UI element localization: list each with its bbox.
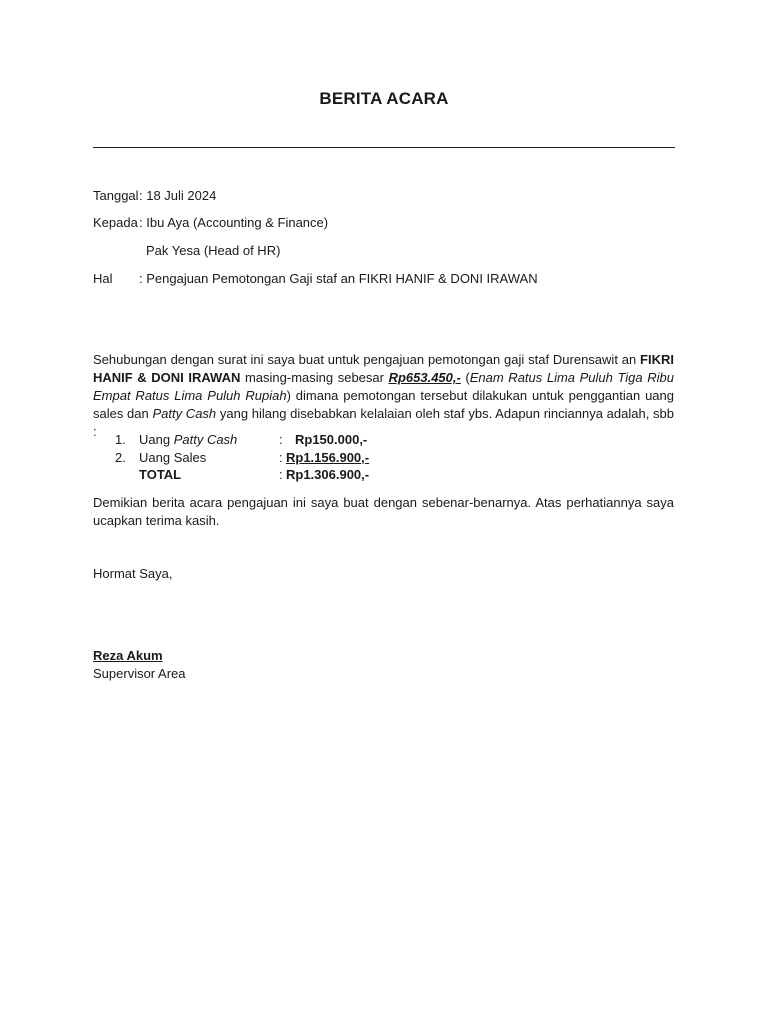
recipient-label: Kepada [93, 215, 138, 230]
para1-text-5: yang hilang disebabkan kelalaian oleh staf ybs. Adapun rinciannya adalah, sbb : [93, 406, 674, 439]
item-colon: : [279, 432, 283, 447]
subject-row [93, 270, 675, 288]
deduction-amount: Rp653.450,- [388, 370, 461, 385]
patty-cash-term: Patty Cash [152, 406, 217, 421]
para1-text-3: ( [460, 370, 470, 385]
amount-in-words: Enam Ratus Lima Puluh Tiga Ribu Empat Ratus Lima Puluh Rupiah [93, 370, 674, 403]
closing-salutation: Hormat Saya, [93, 566, 173, 581]
total-amount: Rp1.306.900,- [286, 467, 370, 482]
para1-text-1: Sehubungan dengan surat ini saya buat untuk pengajuan pemotongan gaji staf Durensawit an [93, 352, 641, 367]
title-divider [93, 147, 675, 148]
staff-names: FIKRI HANIF & DONI IRAWAN [93, 352, 674, 385]
recipient-value-1: : Ibu Aya (Accounting & Finance) [139, 215, 329, 230]
recipient-row-2 [93, 242, 493, 260]
item-colon: : [279, 467, 283, 482]
signatory-position: Supervisor Area [93, 666, 186, 681]
body-paragraph-2: Demikian berita acara pengajuan ini saya buat dengan sebenar-benarnya. Atas perhatiannya saya ucapkan terima kasih. [93, 495, 674, 528]
recipient-value-2: Pak Yesa (Head of HR) [146, 243, 281, 258]
list-item [93, 431, 493, 449]
para1-text-4: ) dimana pemotongan tersebut dilakukan untuk penggantian uang sales dan [93, 388, 674, 421]
date-row [93, 187, 493, 205]
item-number: 1. [115, 432, 126, 447]
list-item [93, 449, 493, 467]
item-label [139, 431, 237, 449]
item-label-prefix: Uang Sales [139, 449, 207, 465]
item-colon: : [279, 449, 283, 465]
date-value: : 18 Juli 2024 [139, 188, 217, 203]
body-paragraph-1 [93, 351, 674, 441]
date-label: Tanggal [93, 188, 139, 203]
list-item-total [93, 466, 493, 484]
total-label: TOTAL [139, 467, 182, 482]
signatory-name: Reza Akum [93, 648, 163, 663]
subject-label: Hal [93, 271, 113, 286]
document-title: BERITA ACARA [319, 89, 449, 108]
item-label-prefix: Uang [139, 432, 174, 447]
item-amount: Rp150.000,- [295, 432, 368, 447]
item-amount: Rp1.156.900,- [286, 449, 370, 465]
item-number: 2. [115, 449, 126, 465]
item-label-italic: Patty Cash [173, 432, 238, 447]
recipient-row [93, 214, 493, 232]
subject-value: : Pengajuan Pemotongan Gaji staf an FIKRI HANIF & DONI IRAWAN [139, 271, 538, 286]
deduction-list [93, 431, 493, 484]
item-label [139, 449, 206, 467]
para1-text-2: masing-masing sebesar [240, 370, 389, 385]
